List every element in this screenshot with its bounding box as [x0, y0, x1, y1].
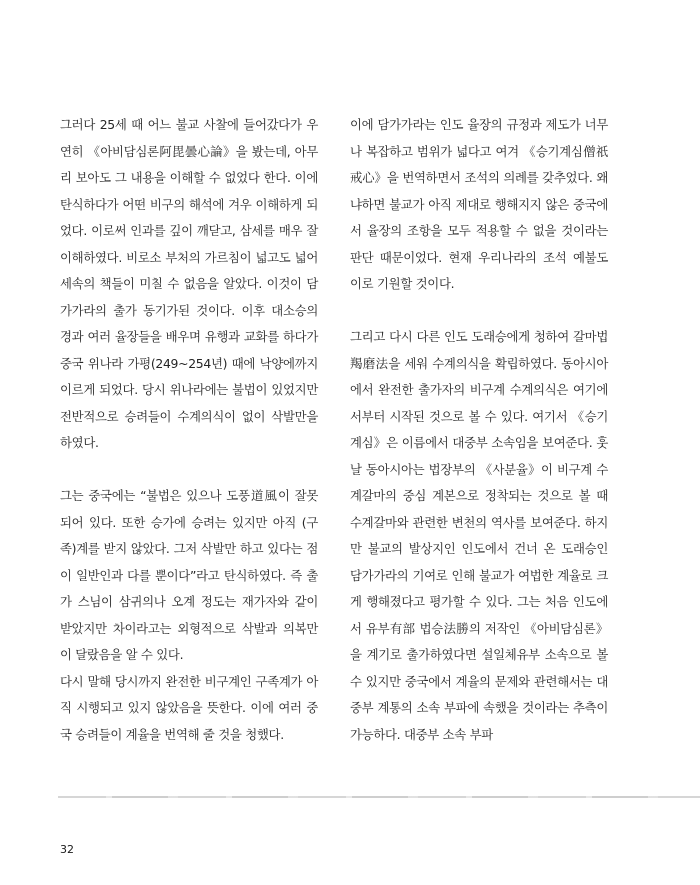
- left-text-column: [60, 112, 318, 748]
- paragraph: 그는 중국에는 “불법은 있으나 도풍道風이 잘못되어 있다. 또한 승가에 승려는 있지만 아직 (구족)계를 받지 않았다. 그저 삭발만 하고 있다는 점이 일반인과 다를 뿐이다”라고 탄식하였다. 즉 출가 스님이 삼귀의나 오계 정도는 재가자와 같이 받았지만 차이라고는 외형적으로 삭발과 의복만이 달랐음을 알 수 있다.: [60, 488, 318, 662]
- paragraph: 이에 담가가라는 인도 율장의 규정과 제도가 너무나 복잡하고 범위가 넓다고 여겨 《승기계심僧祇戒心》을 번역하면서 조석의 의례를 갖추었다. 왜냐하면 불교가 아직 제대로 행해지지 않은 중국에서 율장의 조항을 모두 적용할 수 없을 것이라는 판단 때문이었다. 현재 우리나라의 조석 예불도 이로 기원할 것이다.: [350, 117, 608, 291]
- right-text-column: [350, 112, 608, 748]
- paragraph: 다시 말해 당시까지 완전한 비구계인 구족계가 아직 시행되고 있지 않았음을 뜻한다. 이에 여러 중국 승려들이 계율을 번역해 줄 것을 청했다.: [60, 673, 318, 742]
- paragraph: 그러다 25세 때 어느 불교 사찰에 들어갔다가 우연히 《아비담심론阿毘曇心論》을 봤는데, 아무리 보아도 그 내용을 이해할 수 없었다 한다. 이에 탄식하다가 어떤 비구의 해석에 겨우 이해하게 되었다. 이로써 인과를 깊이 깨닫고, 삼세를 매우 잘 이해하였다. 비로소 부처의 가르침이 넓고도 넓어 세속의 책들이 미칠 수 없음을 알았다. 이것이 담가가라의 출가 동기가된 것이다. 이후 대소승의 경과 여러 율장들을 배우며 유행과 교화를 하다가 중국 위나라 가평(249~254년) 때에 낙양에까지 이르게 되었다. 당시 위나라에는 불법이 있었지만 전반적으로 승려들이 수계의식이 없이 삭발만을 하였다.: [60, 117, 318, 450]
- footer-divider: [58, 796, 700, 798]
- page-number: 32: [60, 843, 74, 856]
- paragraph: 그리고 다시 다른 인도 도래승에게 청하여 갈마법羯磨法을 세워 수계의식을 확립하였다. 동아시아에서 완전한 출가자의 비구계 수계의식은 여기에서부터 시작된 것으로 볼 수 있다. 여기서 《승기계심》은 이름에서 대중부 소속임을 보여준다. 훗날 동아시아는 법장부의 《사분율》이 비구계 수계갈마의 중심 계본으로 정착되는 것으로 볼 때 수계갈마와 관련한 변천의 역사를 보여준다. 하지만 불교의 발상지인 인도에서 건너 온 도래승인 담가가라의 기여로 인해 불교가 여법한 계율로 크게 행해졌다고 평가할 수 있다. 그는 처음 인도에서 유부有部 법승法勝의 저작인 《아비담심론》을 계기로 출가하였다면 설일체유부 소속으로 볼 수 있지만 중국에서 계율의 문제와 관련해서는 대중부 계통의 소속 부파에 속했을 것이라는 추측이 가능하다. 대중부 소속 부파: [350, 329, 608, 742]
